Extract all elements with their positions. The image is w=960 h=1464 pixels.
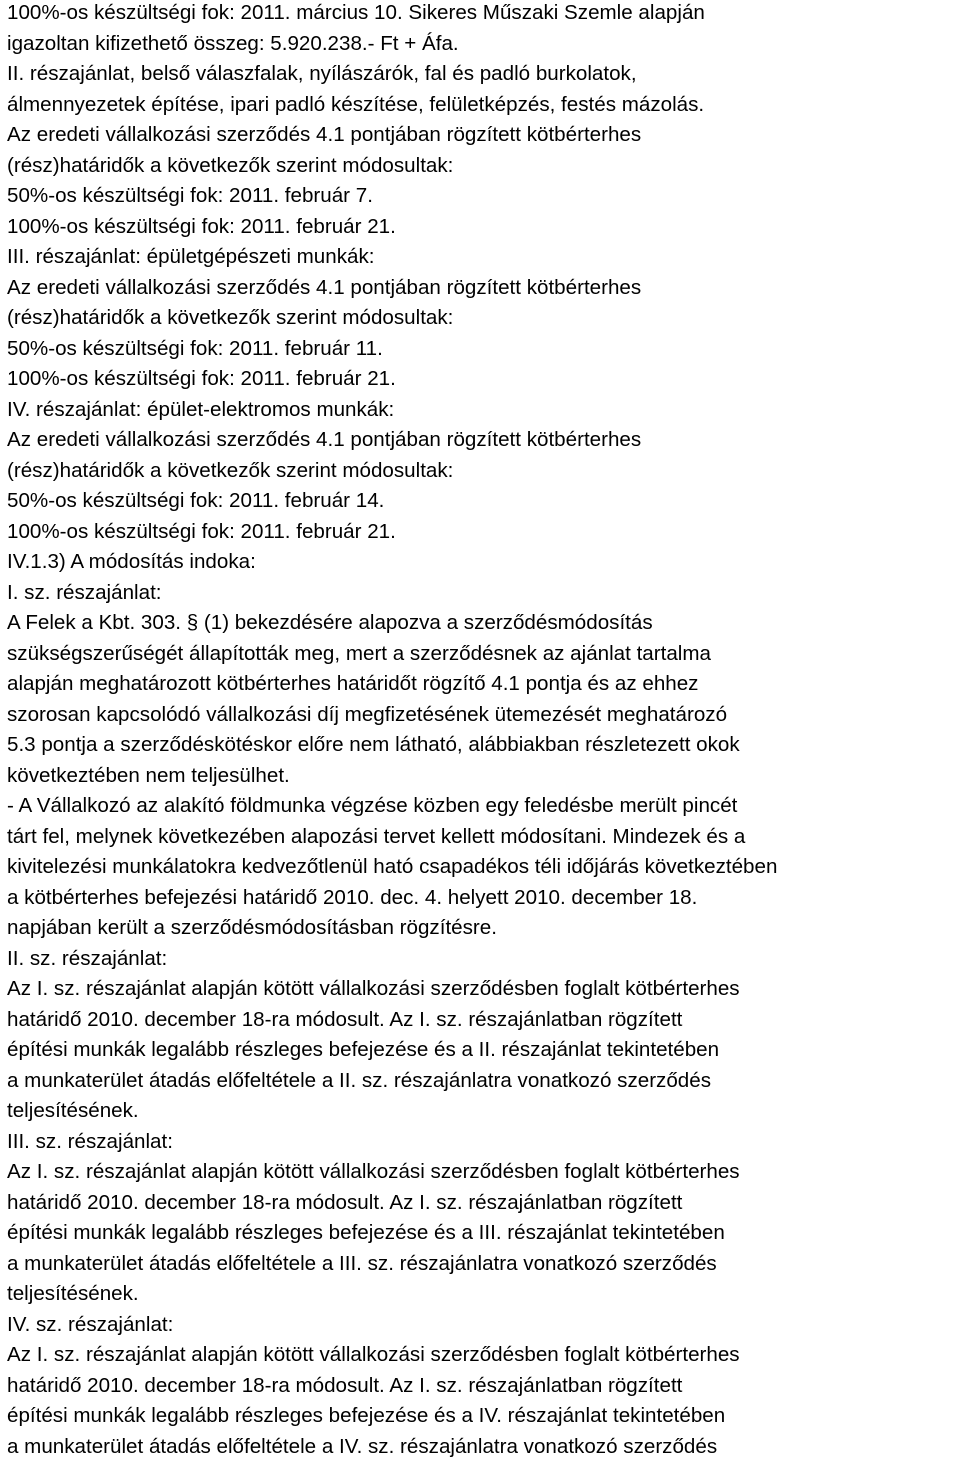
text-line: Az eredeti vállalkozási szerződés 4.1 pontjában rögzített kötbérterhes [7, 275, 642, 299]
text-line: szükségszerűségét állapították meg, mert a szerződésnek az ajánlat tartalma [7, 641, 711, 665]
text-line: igazoltan kifizethető összeg: 5.920.238.- Ft + Áfa. [7, 31, 459, 55]
text-line: (rész)határidők a következők szerint módosultak: [7, 153, 454, 177]
text-line: építési munkák legalább részleges befejezése és a IV. részajánlat tekintetében [7, 1404, 726, 1427]
text-line: álmennyezetek építése, ipari padló készítése, felületképzés, festés mázolás. [7, 92, 705, 116]
text-line: határidő 2010. december 18-ra módosult. Az I. sz. részajánlatban rögzített [7, 1190, 683, 1214]
text-line: (rész)határidők a következők szerint módosultak: [7, 306, 454, 329]
section-heading: I. sz. részajánlat: [7, 580, 162, 604]
text-line: 100%-os készültségi fok: 2011. február 21. [7, 214, 396, 238]
text-line: a munkaterület átadás előfeltétele a IV. sz. részajánlatra vonatkozó szerződés [7, 1434, 718, 1458]
text-line: - A Vállalkozó az alakító földmunka végzése közben egy feledésbe merült pincét [7, 794, 738, 817]
text-line: következtében nem teljesülhet. [7, 763, 290, 787]
section-heading: IV. részajánlat: épület-elektromos munkák: [7, 397, 395, 421]
text-line: 50%-os készültségi fok: 2011. február 11. [7, 336, 383, 360]
section-heading: IV. sz. részajánlat: [7, 1312, 174, 1336]
text-line: napjában került a szerződésmódosításban rögzítésre. [7, 916, 497, 939]
text-line: határidő 2010. december 18-ra módosult. Az I. sz. részajánlatban rögzített [7, 1373, 683, 1397]
text-line: Az I. sz. részajánlat alapján kötött vállalkozási szerződésben foglalt kötbérterhes [7, 1160, 740, 1183]
text-line: 50%-os készültségi fok: 2011. február 14. [7, 489, 385, 512]
text-line: teljesítésének. [7, 1099, 139, 1122]
text-line: a munkaterület átadás előfeltétele a III. sz. részajánlatra vonatkozó szerződés [7, 1251, 717, 1275]
text-line: Az eredeti vállalkozási szerződés 4.1 pontjában rögzített kötbérterhes [7, 428, 642, 451]
text-line: építési munkák legalább részleges befejezése és a II. részajánlat tekintetében [7, 1038, 720, 1061]
text-line: alapján meghatározott kötbérterhes határidőt rögzítő 4.1 pontja és az ehhez [7, 672, 699, 695]
text-line: (rész)határidők a következők szerint módosultak: [7, 458, 454, 482]
section-heading: III. sz. részajánlat: [7, 1129, 173, 1153]
text-line: szorosan kapcsolódó vállalkozási díj megfizetésének ütemezését meghatározó [7, 702, 728, 726]
text-line: 5.3 pontja a szerződéskötéskor előre nem látható, alábbiakban részletezett okok [7, 733, 740, 756]
text-line: a kötbérterhes befejezési határidő 2010. dec. 4. helyett 2010. december 18. [7, 885, 698, 909]
text-line: Az I. sz. részajánlat alapján kötött vállalkozási szerződésben foglalt kötbérterhes [7, 1343, 740, 1366]
text-line: teljesítésének. [7, 1282, 139, 1305]
section-heading: III. részajánlat: épületgépészeti munkák: [7, 245, 375, 268]
text-line: 100%-os készültségi fok: 2011. március 10. Sikeres Műszaki Szemle alapján [7, 1, 705, 24]
text-line: 100%-os készültségi fok: 2011. február 21. [7, 367, 396, 390]
text-line: Az I. sz. részajánlat alapján kötött vállalkozási szerződésben foglalt kötbérterhes [7, 977, 740, 1000]
text-line: határidő 2010. december 18-ra módosult. Az I. sz. részajánlatban rögzített [7, 1007, 683, 1031]
text-line: 50%-os készültségi fok: 2011. február 7. [7, 184, 373, 207]
text-line: Az eredeti vállalkozási szerződés 4.1 pontjában rögzített kötbérterhes [7, 123, 642, 146]
text-line: tárt fel, melynek következében alapozási tervet kellett módosítani. Mindezek és a [7, 824, 746, 848]
section-heading: II. sz. részajánlat: [7, 946, 168, 970]
text-line: a munkaterület átadás előfeltétele a II. sz. részajánlatra vonatkozó szerződés [7, 1068, 712, 1092]
text-line: II. részajánlat, belső válaszfalak, nyílászárók, fal és padló burkolatok, [7, 62, 637, 85]
text-line: építési munkák legalább részleges befejezése és a III. részajánlat tekintetében [7, 1221, 725, 1244]
text-line: kivitelezési munkálatokra kedvezőtlenül ható csapadékos téli időjárás következtében [7, 855, 778, 878]
text-line: 100%-os készültségi fok: 2011. február 21. [7, 519, 396, 543]
text-line: A Felek a Kbt. 303. § (1) bekezdésére alapozva a szerződésmódosítás [7, 611, 653, 634]
section-heading: IV.1.3) A módosítás indoka: [7, 550, 256, 573]
